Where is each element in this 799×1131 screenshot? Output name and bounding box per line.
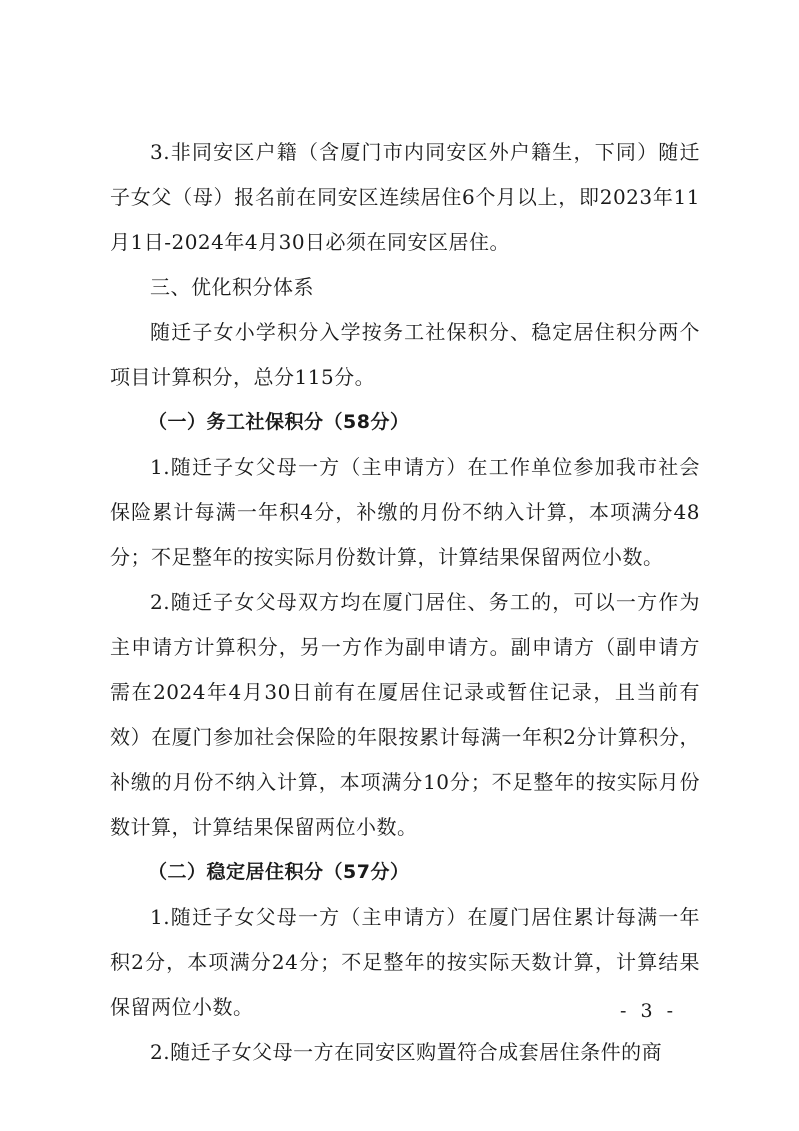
page-number: - 3 - [619,1000,677,1022]
paragraph-secondary-applicant-insurance: 2.随迁子女父母双方均在厦门居住、务工的，可以一方作为主申请方计算积分，另一方作为副申请方。副申请方（副申请方需在2024年4月30日前有在厦居住记录或暂住记录，且当前有效）在厦门参加社会保险的年限按累计每满一年积2分计算积分，补缴的月份不纳入计算，本项满分10分；不足整年的按实际月份数计算，计算结果保留两位小数。 [110,590,700,839]
paragraph-points-overview: 随迁子女小学积分入学按务工社保积分、稳定居住积分两个项目计算积分，总分115分。 [110,320,700,389]
subheading-residence-points: （二）稳定居住积分（57分） [148,861,410,883]
document-body [110,130,700,1075]
paragraph-residence-duration: 1.随迁子女父母一方（主申请方）在厦门居住累计每满一年积2分，本项满分24分；不足整年的按实际天数计算，计算结果保留两位小数。 [110,905,700,1019]
paragraph-residence-requirement: 3.非同安区户籍（含厦门市内同安区外户籍生，下同）随迁子女父（母）报名前在同安区连续居住6个月以上，即2023年11月1日-2024年4月30日必须在同安区居住。 [110,140,700,254]
subheading-social-insurance-points: （一）务工社保积分（58分） [148,411,410,433]
section-heading-points-system: 三、优化积分体系 [150,275,314,299]
paragraph-main-applicant-insurance: 1.随迁子女父母一方（主申请方）在工作单位参加我市社会保险累计每满一年积4分，补缴的月份不纳入计算，本项满分48分；不足整年的按实际月份数计算，计算结果保留两位小数。 [110,455,700,569]
paragraph-property-purchase: 2.随迁子女父母一方在同安区购置符合成套居住条件的商 [150,1040,663,1064]
